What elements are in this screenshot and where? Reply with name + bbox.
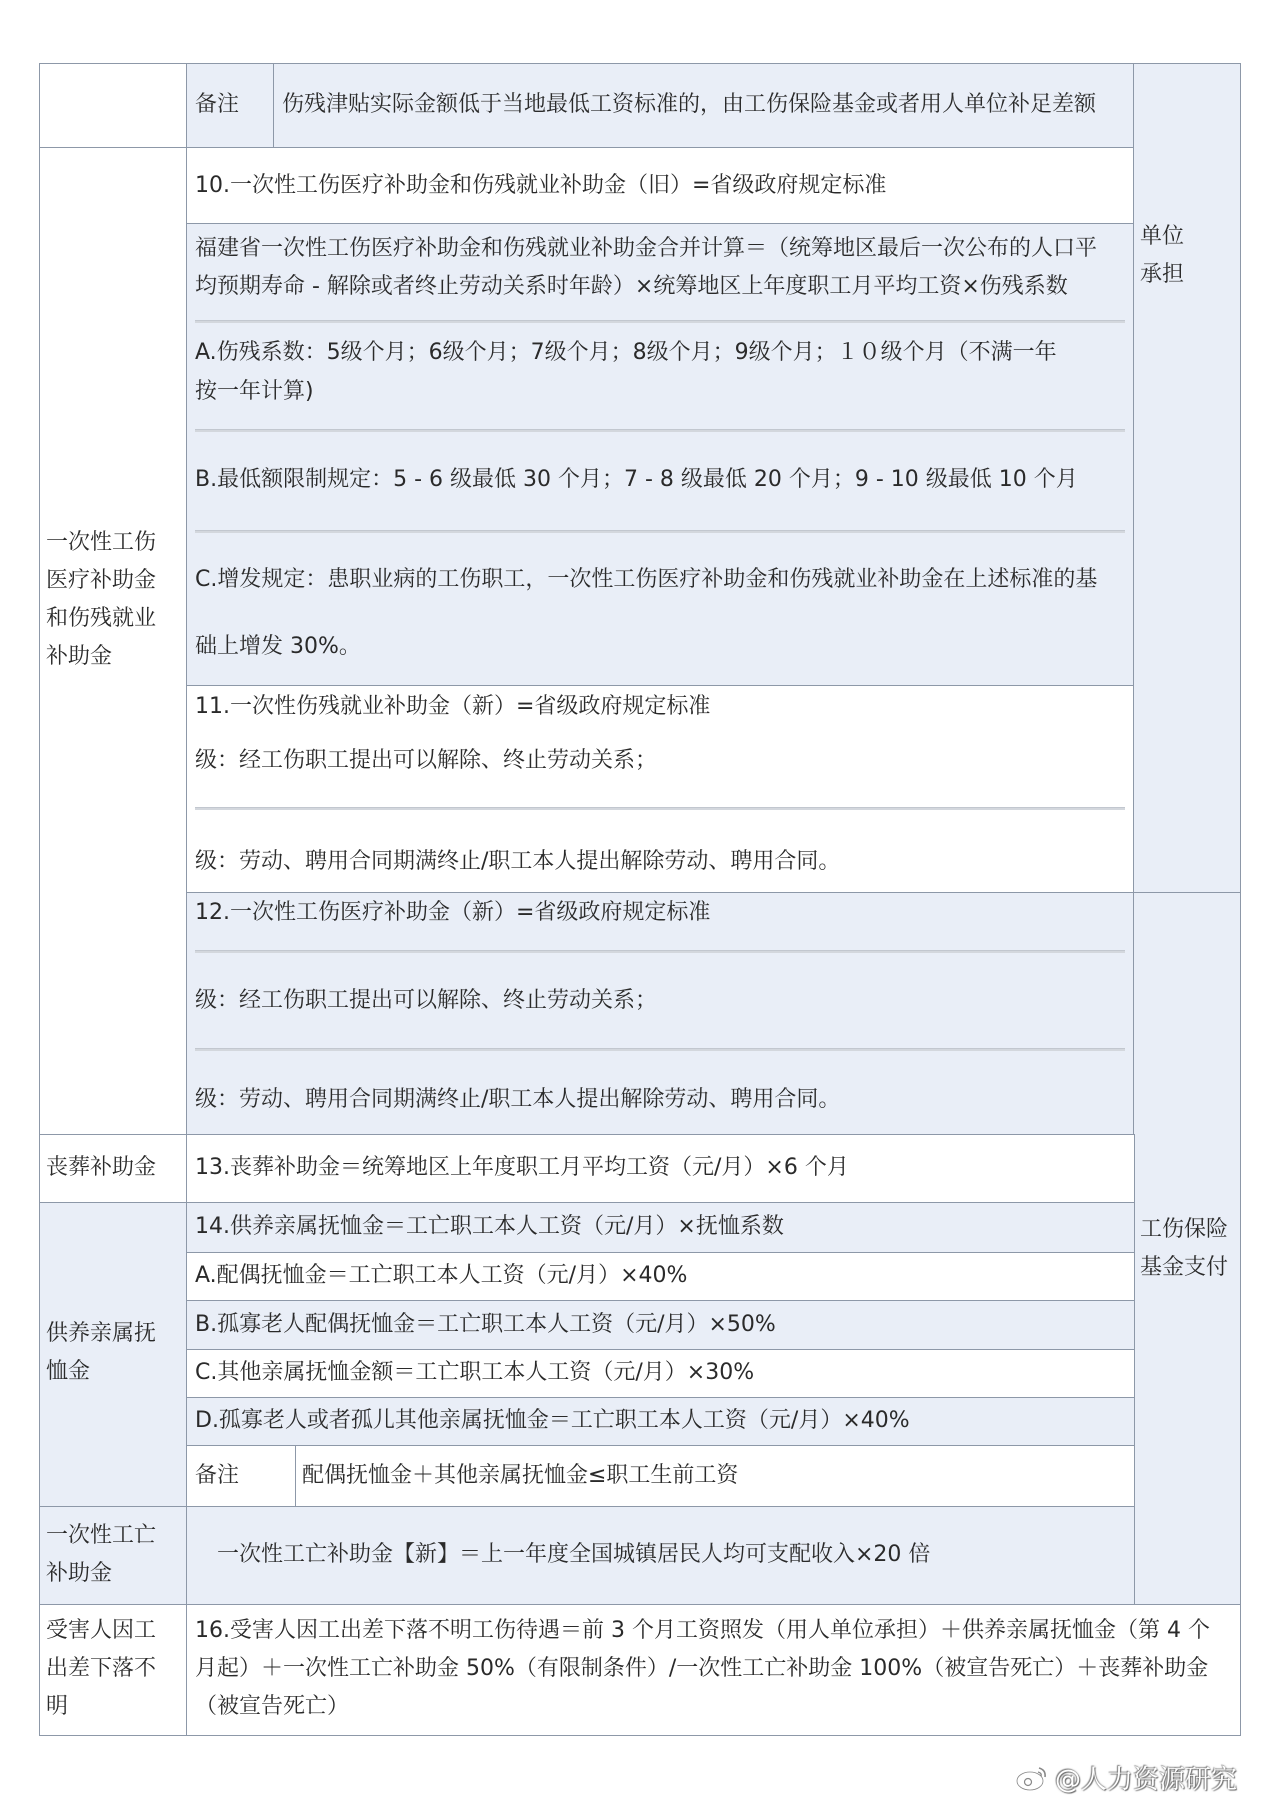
dependents-note-label-cell — [186, 1445, 297, 1508]
item12-cell — [186, 892, 1135, 1136]
missing-formula-line: 月起）＋一次性工亡补助金 50%（有限制条件）/一次性工亡补助金 100%（被宣告死亡）＋丧葬补助金 — [195, 1656, 1209, 1681]
category-line: 受害人因工 — [46, 1618, 157, 1643]
item11-line-a: 级：经工伤职工提出可以解除、终止劳动关系； — [195, 748, 658, 773]
missing-formula-line: 16.受害人因工出差下落不明工伤待遇＝前 3 个月工资照发（用人单位承担）＋供养亲属抚恤金（第 4 个 — [195, 1618, 1210, 1643]
category-line: 补助金 — [46, 1561, 113, 1586]
category-line: 明 — [46, 1694, 69, 1719]
watermark — [1015, 1760, 1237, 1800]
fujian-formula-line: 福建省一次性工伤医疗补助金和伤残就业补助金合并计算＝（统筹地区最后一次公布的人口平 — [195, 236, 1098, 261]
item14-d: D.孤寡老人或者孤儿其他亲属抚恤金＝工亡职工本人工资（元/月）×40% — [195, 1408, 910, 1433]
category-line: 一次性工亡 — [46, 1523, 157, 1548]
category-line: 和伤残就业 — [46, 606, 157, 631]
missing-formula-cell — [186, 1604, 1241, 1736]
category-missing-cell — [39, 1604, 188, 1736]
item14-b: B.孤寡老人配偶抚恤金＝工亡职工本人工资（元/月）×50% — [195, 1312, 776, 1337]
item12-line-a: 级：经工伤职工提出可以解除、终止劳动关系； — [195, 988, 658, 1013]
item14-c-cell — [186, 1349, 1135, 1399]
watermark-text: @人力资源研究 — [1055, 1765, 1238, 1795]
category-line: 供养亲属抚 — [46, 1321, 157, 1346]
item10-title: 10.一次性工伤医疗补助金和伤残就业补助金（旧）=省级政府规定标准 — [195, 173, 887, 198]
fujian-formula-line: 均预期寿命 - 解除或者终止劳动关系时年龄）×统筹地区上年度职工月平均工资×伤残系数 — [195, 274, 1068, 299]
item14-d-cell — [186, 1397, 1135, 1447]
category-line: 出差下落不 — [46, 1656, 157, 1681]
extra-line: 础上增发 30%。 — [195, 634, 361, 659]
note-text-cell — [273, 63, 1135, 149]
empty-category-cell — [39, 63, 188, 149]
missing-formula-line: （被宣告死亡） — [195, 1694, 350, 1719]
payer-fund-line: 工伤保险 — [1140, 1217, 1229, 1242]
category-funeral: 丧葬补助金 — [46, 1155, 157, 1180]
extra-line: C.增发规定：患职业病的工伤职工，一次性工伤医疗补助金和伤残就业补助金在上述标准的基 — [195, 567, 1098, 592]
item11-title: 11.一次性伤残就业补助金（新）=省级政府规定标准 — [195, 694, 711, 719]
divider — [195, 950, 1125, 953]
weibo-icon — [1015, 1764, 1049, 1792]
payer-unit-line: 承担 — [1140, 262, 1185, 287]
item10-title-cell — [186, 147, 1135, 225]
item11-line-b: 级：劳动、聘用合同期满终止/职工本人提出解除劳动、聘用合同。 — [195, 849, 841, 874]
category-dependents-cell — [39, 1202, 188, 1508]
min-rule-line: B.最低额限制规定：5 - 6 级最低 30 个月；7 - 8 级最低 20 个月；9 - 10 级最低 10 个月 — [195, 467, 1078, 492]
divider — [195, 429, 1125, 432]
payer-fund-line: 基金支付 — [1140, 1255, 1229, 1280]
divider — [195, 807, 1125, 810]
category-lump-sum-cell — [39, 147, 188, 1136]
note-label: 备注 — [195, 92, 240, 117]
category-line: 补助金 — [46, 644, 113, 669]
category-funeral-cell — [39, 1134, 188, 1204]
dependents-note-label: 备注 — [195, 1463, 240, 1488]
dependents-note-text: 配偶抚恤金＋其他亲属抚恤金≤职工生前工资 — [302, 1463, 739, 1488]
funeral-formula: 13.丧葬补助金＝统筹地区上年度职工月平均工资（元/月）×6 个月 — [195, 1155, 849, 1180]
payer-fund-cell — [1133, 892, 1241, 1606]
item14-b-cell — [186, 1300, 1135, 1351]
note-text: 伤残津贴实际金额低于当地最低工资标准的，由工伤保险基金或者用人单位补足差额 — [282, 92, 1097, 117]
category-line: 一次性工伤 — [46, 530, 157, 555]
item12-line-b: 级：劳动、聘用合同期满终止/职工本人提出解除劳动、聘用合同。 — [195, 1087, 841, 1112]
payer-unit-cell — [1133, 63, 1241, 894]
divider — [195, 1048, 1125, 1051]
category-line: 恤金 — [46, 1359, 91, 1384]
item12-title: 12.一次性工伤医疗补助金（新）=省级政府规定标准 — [195, 900, 711, 925]
divider — [195, 320, 1125, 323]
dependents-note-text-cell — [295, 1445, 1135, 1508]
category-death-lump-cell — [39, 1506, 188, 1606]
death-lump-formula: 一次性工亡补助金【新】＝上一年度全国城镇居民人均可支配收入×20 倍 — [217, 1542, 931, 1567]
item14-cell — [186, 1202, 1135, 1254]
item14-a-cell — [186, 1252, 1135, 1302]
item14-a: A.配偶抚恤金＝工亡职工本人工资（元/月）×40% — [195, 1263, 688, 1288]
item14-c: C.其他亲属抚恤金额＝工亡职工本人工资（元/月）×30% — [195, 1360, 755, 1385]
death-lump-formula-cell — [186, 1506, 1135, 1606]
coef-line: A.伤残系数：5级个月；6级个月；7级个月；8级个月；9级个月；１０级个月（不满一年 — [195, 340, 1057, 365]
category-line: 医疗补助金 — [46, 568, 157, 593]
item10-details-cell — [186, 223, 1135, 687]
note-label-cell — [186, 63, 275, 149]
item14-title: 14.供养亲属抚恤金＝工亡职工本人工资（元/月）×抚恤系数 — [195, 1214, 784, 1239]
payer-unit-line: 单位 — [1140, 224, 1185, 249]
item11-cell — [186, 685, 1135, 894]
funeral-formula-cell — [186, 1134, 1135, 1204]
divider — [195, 530, 1125, 533]
coef-line: 按一年计算) — [195, 379, 314, 404]
